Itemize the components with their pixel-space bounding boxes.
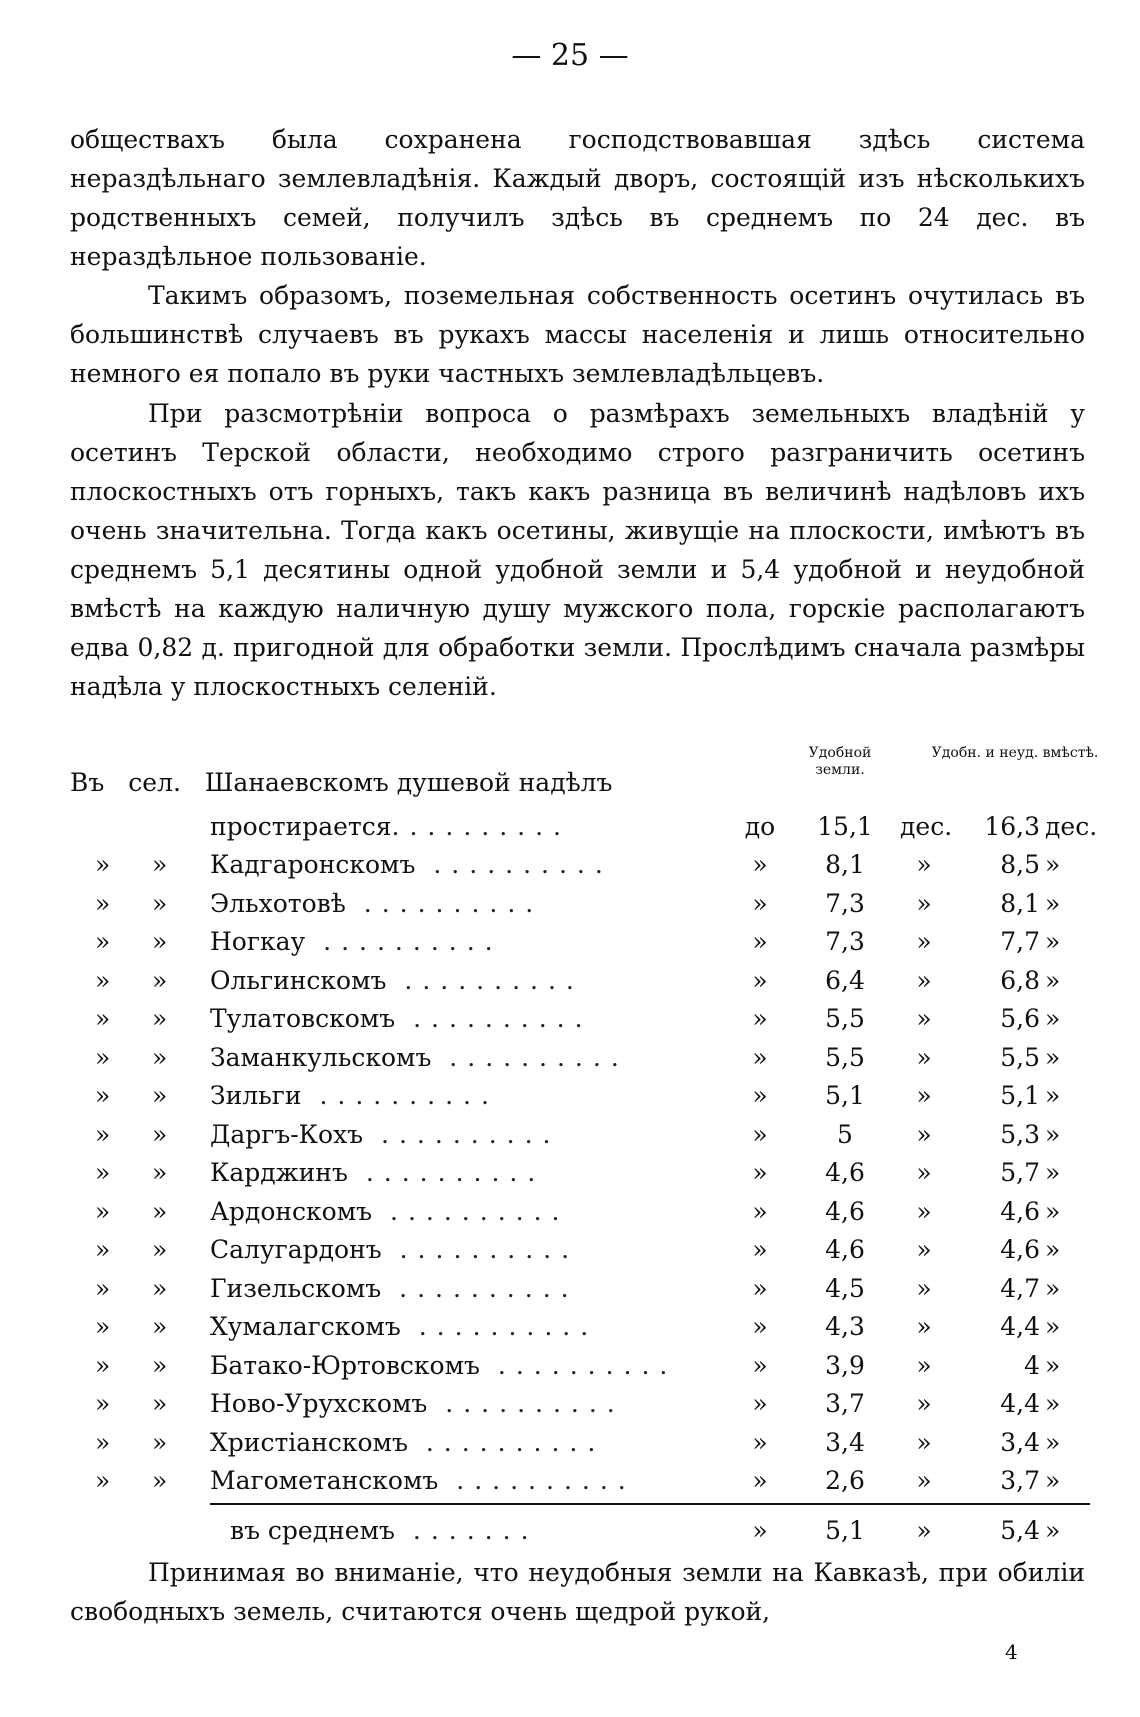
ditto-mark: »	[1045, 1273, 1061, 1303]
ditto-mark: »	[152, 1389, 168, 1418]
ditto-mark: »	[1045, 1427, 1061, 1457]
ditto-mark: »	[95, 1196, 111, 1226]
ditto-mark: »	[95, 1389, 111, 1418]
ditto-mark: »	[95, 850, 111, 879]
village-name: Гизельскомъ ..........	[210, 1273, 579, 1303]
table-row	[0, 1462, 1140, 1500]
ditto-mark: »	[916, 1004, 932, 1033]
value-arable: 6,4	[825, 965, 865, 995]
value-total: 4,6	[1000, 1196, 1040, 1226]
table-row	[0, 1077, 1140, 1115]
table-row	[0, 1039, 1140, 1077]
ditto-mark: »	[752, 1312, 768, 1341]
table-sum-rule	[210, 1503, 1090, 1505]
value-arable: 4,6	[825, 1235, 865, 1264]
value-total: 5,3	[1000, 1119, 1040, 1149]
ditto-mark: »	[95, 1273, 111, 1303]
value-total: 4	[1024, 1350, 1040, 1380]
closing-paragraph	[70, 1553, 1085, 1631]
paragraph-text: обществахъ была сохранена господствовавшая здѣсь система нераздѣльнаго землевладѣнія. Каждый дворъ, состоящій изъ нѣсколькихъ родственныхъ семей, получилъ здѣсь въ среднемъ по 24 дес. въ нераздѣльное пользованіе.	[70, 125, 1085, 271]
table-row	[0, 923, 1140, 961]
value-arable: 3,7	[825, 1389, 865, 1418]
value-arable: 5,1	[825, 1081, 865, 1110]
ditto-mark: »	[752, 1273, 768, 1303]
village-name: Ардонскомъ ..........	[210, 1196, 570, 1226]
table-row	[0, 1000, 1140, 1038]
ditto-mark: »	[752, 1119, 768, 1149]
ditto-mark: »	[1045, 1004, 1061, 1033]
ditto-mark: »	[95, 888, 111, 918]
ditto-mark: »	[752, 1427, 768, 1457]
page-number: — 25 —	[511, 38, 629, 73]
value-arable: 7,3	[825, 927, 865, 956]
table-row	[0, 846, 1140, 884]
row-value-arable: 15,1	[817, 812, 873, 841]
value-total: 8,1	[1000, 888, 1040, 918]
ditto-mark: »	[152, 1235, 168, 1264]
ditto-mark: »	[1045, 1119, 1061, 1149]
table-row	[0, 1116, 1140, 1154]
ditto-mark: »	[752, 1389, 768, 1418]
village-name: Ногкау ..........	[210, 927, 503, 956]
average-ditto-arable: »	[916, 1516, 932, 1545]
ditto-mark: »	[916, 927, 932, 956]
ditto-mark: »	[152, 1312, 168, 1341]
ditto-mark: »	[916, 1235, 932, 1264]
ditto-mark: »	[95, 1158, 111, 1187]
value-total: 5,5	[1000, 1042, 1040, 1072]
average-value-arable: 5,1	[825, 1516, 865, 1545]
paragraph-3	[70, 394, 1085, 706]
ditto-mark: »	[95, 1081, 111, 1110]
value-arable: 4,6	[825, 1196, 865, 1226]
value-arable: 3,9	[825, 1350, 865, 1380]
signature-mark: 4	[1005, 1640, 1018, 1664]
table-row	[0, 1193, 1140, 1231]
table-row-first	[0, 808, 1140, 846]
column-header-total: Удобн. и неуд. вмѣстѣ.	[931, 745, 1099, 761]
value-total: 4,7	[1000, 1273, 1040, 1303]
village-name: Батако-Юртовскомъ ..........	[210, 1350, 678, 1380]
village-name: Ольгинскомъ ..........	[210, 965, 584, 995]
ditto-mark: »	[1045, 1389, 1061, 1418]
ditto-mark: »	[152, 1119, 168, 1149]
table-intro-line	[70, 768, 612, 797]
value-arable: 5	[837, 1119, 853, 1149]
average-value-total: 5,4	[1000, 1516, 1040, 1545]
ditto-mark: »	[1045, 927, 1061, 956]
column-header-arable: Удобной земли.	[808, 745, 872, 778]
ditto-mark: »	[752, 1196, 768, 1226]
value-arable: 4,6	[825, 1158, 865, 1187]
ditto-mark: »	[152, 965, 168, 995]
ditto-mark: »	[152, 1158, 168, 1187]
ditto-mark: »	[1045, 888, 1061, 918]
ditto-mark: »	[1045, 1158, 1061, 1187]
table-row	[0, 1270, 1140, 1308]
ditto-mark: »	[752, 1350, 768, 1380]
ditto-mark: »	[1045, 1350, 1061, 1380]
ditto-mark: »	[916, 1312, 932, 1341]
ditto-mark: »	[152, 1081, 168, 1110]
ditto-mark: »	[916, 888, 932, 918]
ditto-mark: »	[152, 888, 168, 918]
ditto-mark: »	[152, 927, 168, 956]
value-total: 8,5	[1000, 850, 1040, 879]
village-name: Тулатовскомъ ..........	[210, 1004, 593, 1033]
ditto-mark: »	[752, 888, 768, 918]
ditto-mark: »	[152, 1427, 168, 1457]
ditto-mark: »	[152, 1350, 168, 1380]
table-row	[0, 1231, 1140, 1269]
table-row	[0, 885, 1140, 923]
value-total: 5,7	[1000, 1158, 1040, 1187]
value-total: 5,6	[1000, 1004, 1040, 1033]
ditto-mark: »	[1045, 1081, 1061, 1110]
ditto-mark: »	[916, 1196, 932, 1226]
ditto-mark: »	[95, 927, 111, 956]
ditto-mark: »	[1045, 1235, 1061, 1264]
ditto-mark: »	[1045, 1196, 1061, 1226]
village-name: Хумалагскомъ ..........	[210, 1312, 599, 1341]
ditto-mark: »	[752, 850, 768, 879]
table-row	[0, 962, 1140, 1000]
paragraph-text: При разсмотрѣніи вопроса о размѣрахъ земельныхъ владѣній у осетинъ Терской области, необходимо строго разграничить осетинъ плоскостныхъ отъ горныхъ, такъ какъ разница въ величинѣ надѣловъ ихъ очень значительна. Тогда какъ осетины, живущіе на плоскости, имѣютъ въ среднемъ 5,1 десятины одной удобной земли и 5,4 удобной и неудобной вмѣстѣ на каждую наличную душу мужского пола, горскіе располагаютъ едва 0,82 д. пригодной для обработки земли. Прослѣдимъ сначала размѣры надѣла у плоскостныхъ селеній.	[70, 399, 1085, 701]
ditto-mark: »	[95, 1004, 111, 1033]
table-row	[0, 1385, 1140, 1423]
ditto-mark: »	[916, 1466, 932, 1495]
intro-text: Шанаевскомъ душевой надѣлъ	[204, 768, 613, 797]
value-arable: 8,1	[825, 850, 865, 879]
ditto-mark: »	[152, 1042, 168, 1072]
ditto-mark: »	[916, 1389, 932, 1418]
value-total: 4,4	[1000, 1389, 1040, 1418]
value-total: 4,6	[1000, 1235, 1040, 1264]
ditto-mark: »	[916, 1273, 932, 1303]
paragraph-text: Принимая во вниманіе, что неудобныя земли на Кавказѣ, при обиліи свободныхъ земель, считаются очень щедрой рукой,	[70, 1558, 1085, 1626]
ditto-mark: »	[95, 1312, 111, 1341]
village-name: Кадгаронскомъ ..........	[210, 850, 613, 879]
village-name: Заманкульскомъ ..........	[210, 1042, 629, 1072]
ditto-mark: »	[752, 1466, 768, 1495]
ditto-mark: »	[916, 850, 932, 879]
table-row	[0, 1154, 1140, 1192]
value-total: 4,4	[1000, 1312, 1040, 1341]
ditto-mark: »	[95, 1119, 111, 1149]
ditto-mark: »	[916, 1042, 932, 1072]
value-arable: 4,3	[825, 1312, 865, 1341]
village-name: Даргъ-Кохъ ..........	[210, 1119, 561, 1149]
ditto-mark: »	[916, 1081, 932, 1110]
value-total: 5,1	[1000, 1081, 1040, 1110]
value-arable: 2,6	[825, 1466, 865, 1495]
ditto-mark: »	[95, 1042, 111, 1072]
ditto-mark: »	[752, 1158, 768, 1187]
ditto-mark: »	[916, 1119, 932, 1149]
ditto-mark: »	[916, 1427, 932, 1457]
ditto-mark: »	[916, 965, 932, 995]
ditto-mark: »	[916, 1350, 932, 1380]
value-total: 7,7	[1000, 927, 1040, 956]
ditto-mark: »	[1045, 1312, 1061, 1341]
value-total: 3,7	[1000, 1466, 1040, 1495]
table-row	[0, 1347, 1140, 1385]
ditto-mark: »	[752, 1042, 768, 1072]
value-arable: 3,4	[825, 1427, 865, 1457]
table-row-average	[0, 1512, 1140, 1550]
table-row	[0, 1424, 1140, 1462]
village-name: Ново-Урухскомъ ..........	[210, 1389, 625, 1418]
row-prefix: до	[744, 812, 776, 841]
village-name: Карджинъ ..........	[210, 1158, 546, 1187]
ditto-mark: »	[152, 850, 168, 879]
village-name: Эльхотовѣ ..........	[210, 888, 544, 918]
value-arable: 5,5	[825, 1004, 865, 1033]
ditto-mark: »	[752, 1235, 768, 1264]
row-unit-arable: дес.	[900, 812, 953, 841]
ditto-mark: »	[916, 1158, 932, 1187]
table-row	[0, 1308, 1140, 1346]
ditto-mark: »	[152, 1196, 168, 1226]
village-name: Салугардонъ ..........	[210, 1235, 580, 1264]
ditto-mark: »	[95, 965, 111, 995]
ditto-mark: »	[752, 965, 768, 995]
intro-v: Въ	[70, 768, 105, 797]
ditto-mark: »	[752, 1004, 768, 1033]
intro-sel: сел.	[128, 768, 181, 797]
village-name: Христіанскомъ ..........	[210, 1427, 606, 1457]
ditto-mark: »	[1045, 1466, 1061, 1495]
ditto-mark: »	[152, 1273, 168, 1303]
value-arable: 4,5	[825, 1273, 865, 1303]
ditto-mark: »	[752, 1081, 768, 1110]
ditto-mark: »	[95, 1466, 111, 1495]
ditto-mark: »	[95, 1350, 111, 1380]
ditto-mark: »	[752, 927, 768, 956]
village-name: Магометанскомъ ..........	[210, 1466, 636, 1495]
value-arable: 7,3	[825, 888, 865, 918]
value-total: 3,4	[1000, 1427, 1040, 1457]
value-total: 6,8	[1000, 965, 1040, 995]
paragraph-1	[70, 120, 1085, 276]
row-value-total: 16,3	[984, 812, 1040, 841]
value-arable: 5,5	[825, 1042, 865, 1072]
row-name: простирается..........	[210, 812, 571, 841]
ditto-mark: »	[95, 1235, 111, 1264]
row-unit-total: дес.	[1045, 812, 1098, 841]
paragraph-2	[70, 276, 1085, 393]
paragraph-text: Такимъ образомъ, поземельная собственность осетинъ очутилась въ большинствѣ случаевъ въ рукахъ массы населенія и лишь относительно немного ея попало въ руки частныхъ землевладѣльцевъ.	[70, 281, 1085, 388]
ditto-mark: »	[152, 1004, 168, 1033]
ditto-mark: »	[152, 1466, 168, 1495]
average-ditto-total: »	[1045, 1516, 1061, 1545]
ditto-mark: »	[95, 1427, 111, 1457]
ditto-mark: »	[1045, 965, 1061, 995]
average-ditto: »	[752, 1516, 768, 1545]
average-label: въ среднемъ .......	[230, 1516, 539, 1545]
village-name: Зильги ..........	[210, 1081, 499, 1110]
ditto-mark: »	[1045, 850, 1061, 879]
ditto-mark: »	[1045, 1042, 1061, 1072]
